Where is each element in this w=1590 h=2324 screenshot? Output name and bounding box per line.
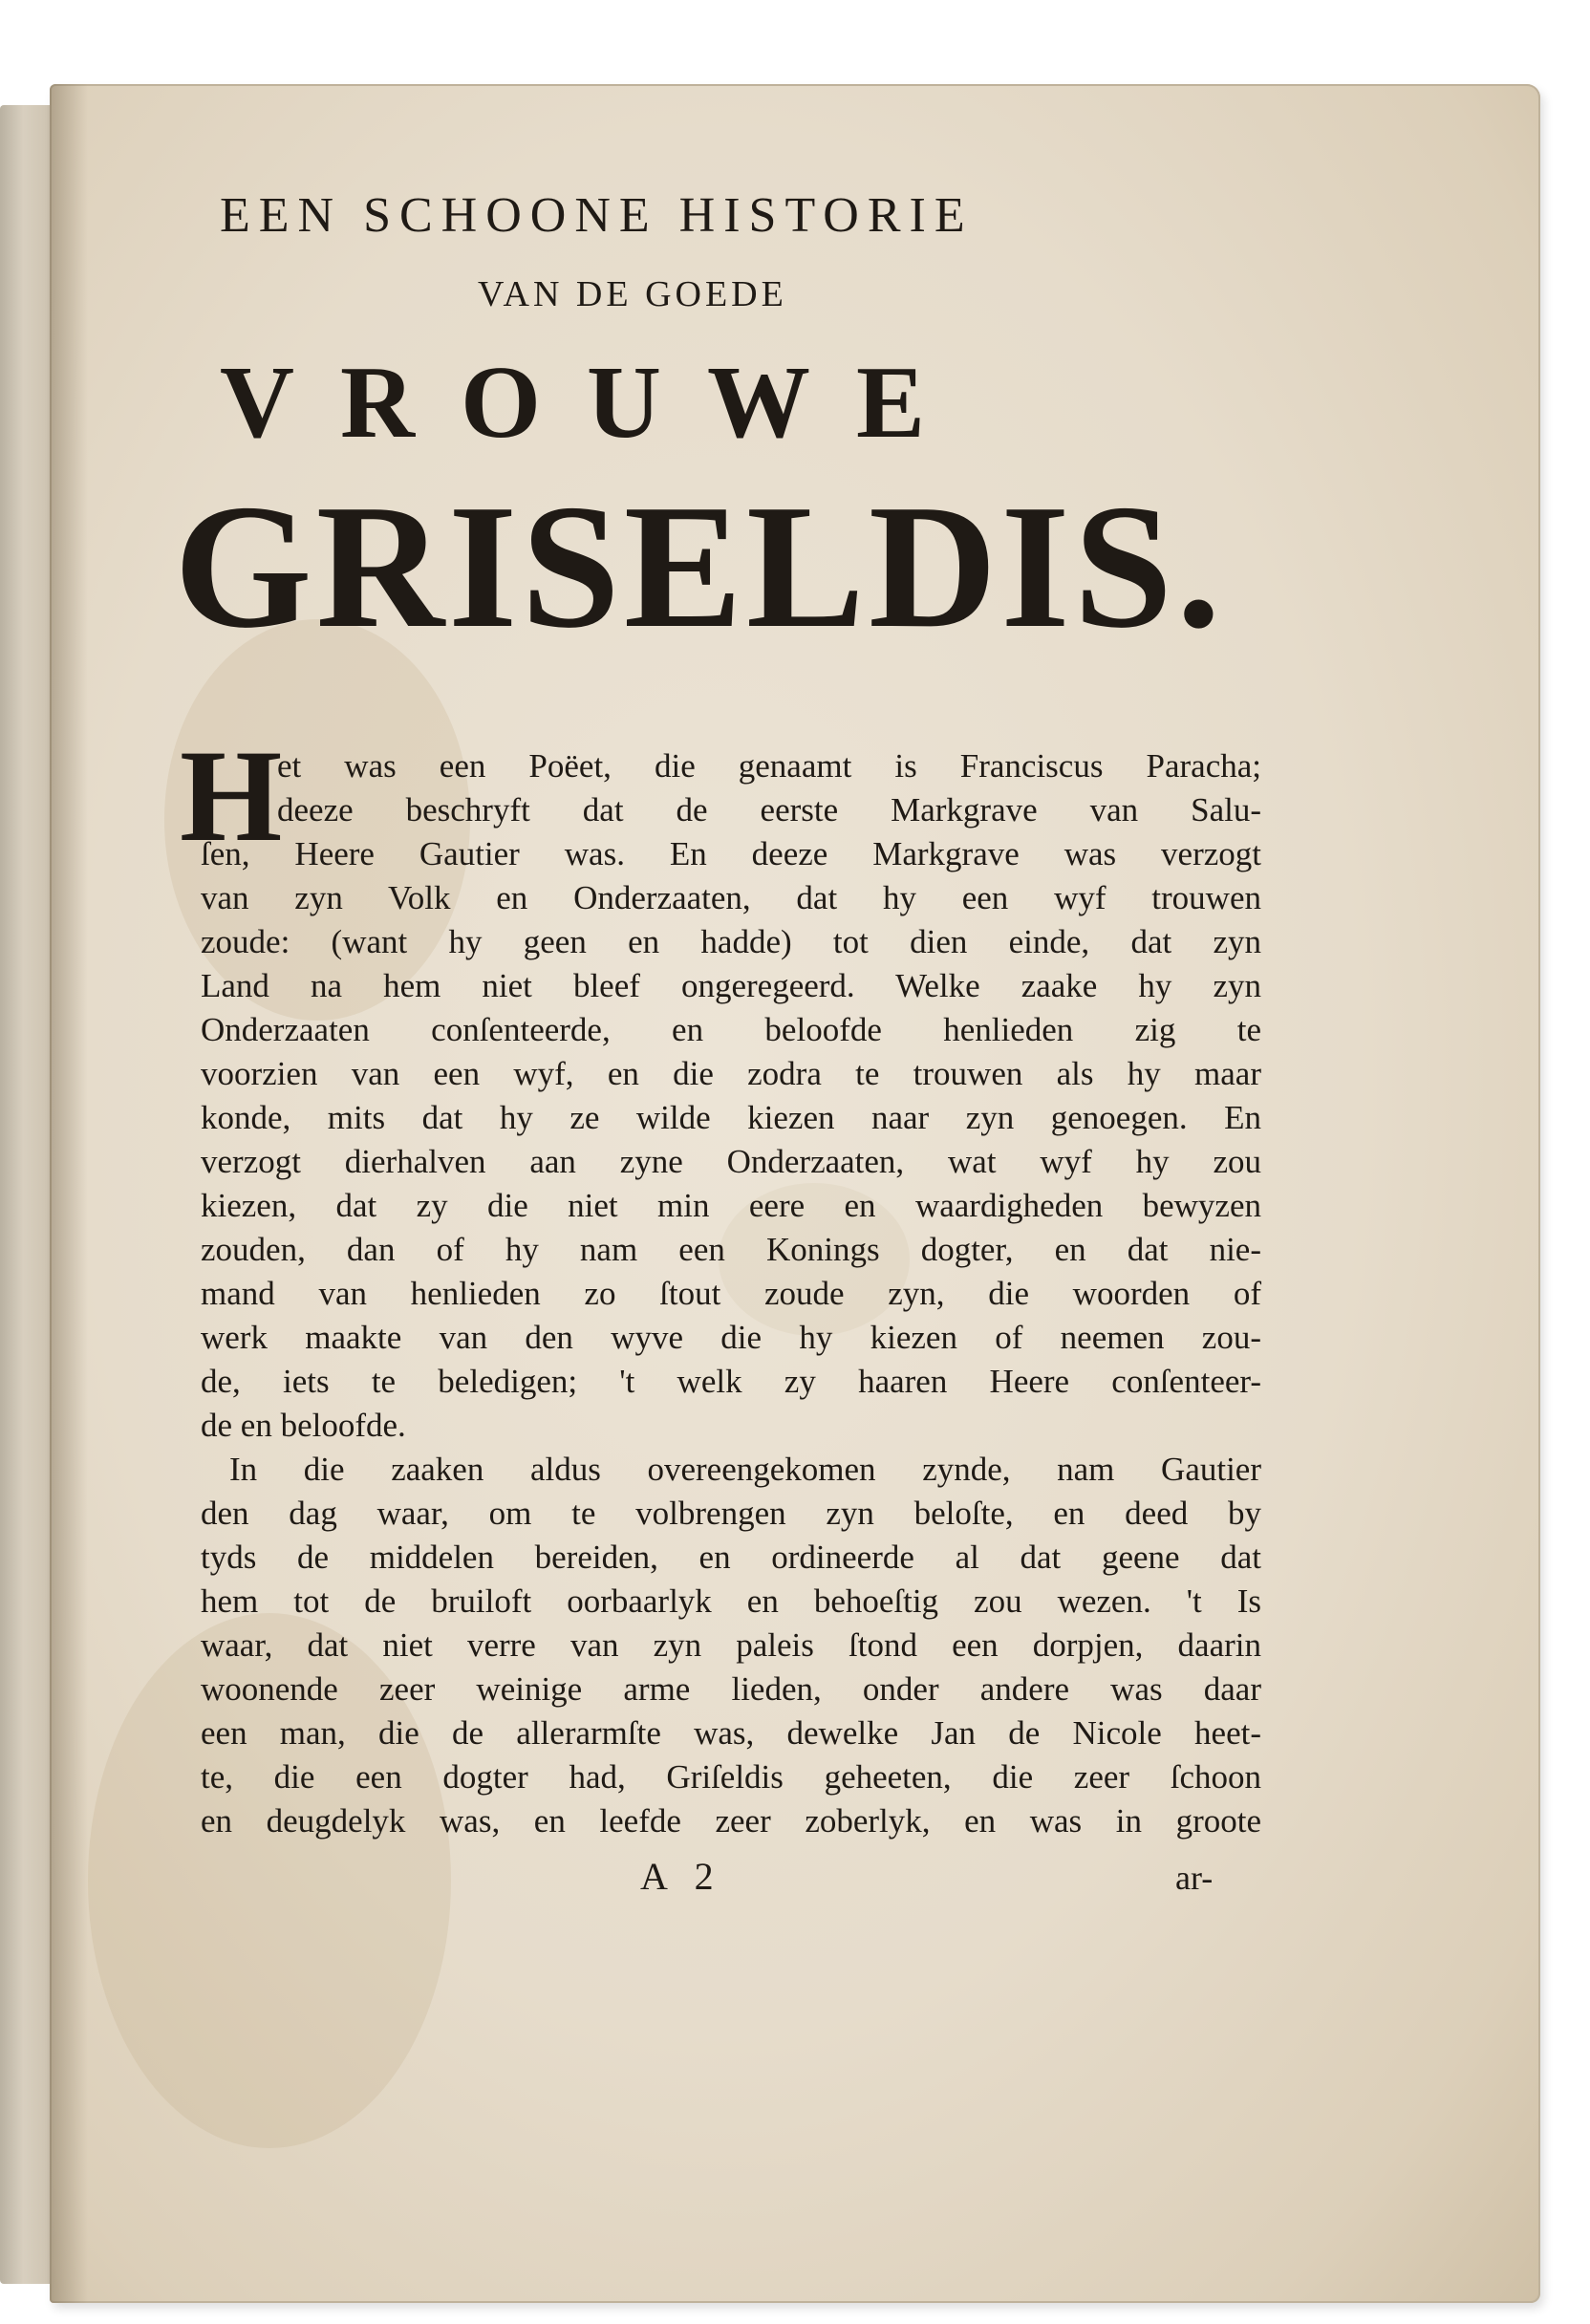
text-line: ſen, Heere Gautier was. En deeze Markgrave was verzogt <box>201 835 1261 872</box>
text-line: woonende zeer weinige arme lieden, onder andere was daar <box>201 1670 1261 1708</box>
text-line: kiezen, dat zy die niet min eere en waardigheden bewyzen <box>201 1187 1261 1224</box>
text-line: de, iets te beledigen; 't welk zy haaren Heere conſenteer- <box>201 1363 1261 1400</box>
heading-line-2: VAN DE GOEDE <box>478 274 787 314</box>
text-line: te, die een dogter had, Griſeldis geheeten, die zeer ſchoon <box>201 1758 1261 1796</box>
text-line: mand van henlieden zo ſtout zoude zyn, die woorden of <box>201 1275 1261 1312</box>
text-line: hem tot de bruiloft oorbaarlyk en behoeſtig zou wezen. 't Is <box>201 1582 1261 1620</box>
spine-shadow <box>50 84 88 2303</box>
page-sheet <box>50 84 1540 2303</box>
text-line: tyds de middelen bereiden, en ordineerde al dat geene dat <box>201 1539 1261 1576</box>
text-line: een man, die de allerarmſte was, dewelke Jan de Nicole heet- <box>201 1714 1261 1752</box>
text-line: waar, dat niet verre van zyn paleis ſtond een dorpjen, daarin <box>201 1626 1261 1664</box>
text-line: et was een Poëet, die genaamt is Franciscus Paracha; <box>277 747 1261 785</box>
heading-line-1: EEN SCHOONE HISTORIE <box>220 188 974 243</box>
text-line: zouden, dan of hy nam een Konings dogter, en dat nie- <box>201 1231 1261 1268</box>
drop-cap: H <box>180 722 283 869</box>
text-line: zoude: (want hy geen en hadde) tot dien einde, dat zyn <box>201 923 1261 960</box>
text-line: voorzien van een wyf, en die zodra te trouwen als hy maar <box>201 1055 1261 1092</box>
text-line: verzogt dierhalven aan zyne Onderzaaten, wat wyf hy zou <box>201 1143 1261 1180</box>
text-line: den dag waar, om te volbrengen zyn beloſte, en deed by <box>201 1495 1261 1532</box>
text-line: werk maakte van den wyve die hy kiezen of neemen zou- <box>201 1319 1261 1356</box>
text-line: de en beloofde. <box>201 1407 406 1444</box>
text-line: en deugdelyk was, en leefde zeer zoberlyk, en was in groote <box>201 1802 1261 1840</box>
text-line: deeze beschryft dat de eerste Markgrave van Salu- <box>277 791 1261 828</box>
page-content <box>105 84 1261 2303</box>
text-line: konde, mits dat hy ze wilde kiezen naar zyn genoegen. En <box>201 1099 1261 1136</box>
signature-mark: A 2 <box>640 1855 723 1898</box>
heading-line-3: VROUWE <box>220 346 972 460</box>
catchword: ar- <box>1175 1859 1214 1897</box>
text-line: Onderzaaten conſenteerde, en beloofde henlieden zig te <box>201 1011 1261 1048</box>
text-line: Land na hem niet bleef ongeregeerd. Welke zaake hy zyn <box>201 967 1261 1004</box>
text-line: In die zaaken aldus overeengekomen zynde, nam Gautier <box>229 1451 1261 1488</box>
heading-line-4: GRISELDIS. <box>174 468 1225 665</box>
text-line: van zyn Volk en Onderzaaten, dat hy een wyf trouwen <box>201 879 1261 916</box>
